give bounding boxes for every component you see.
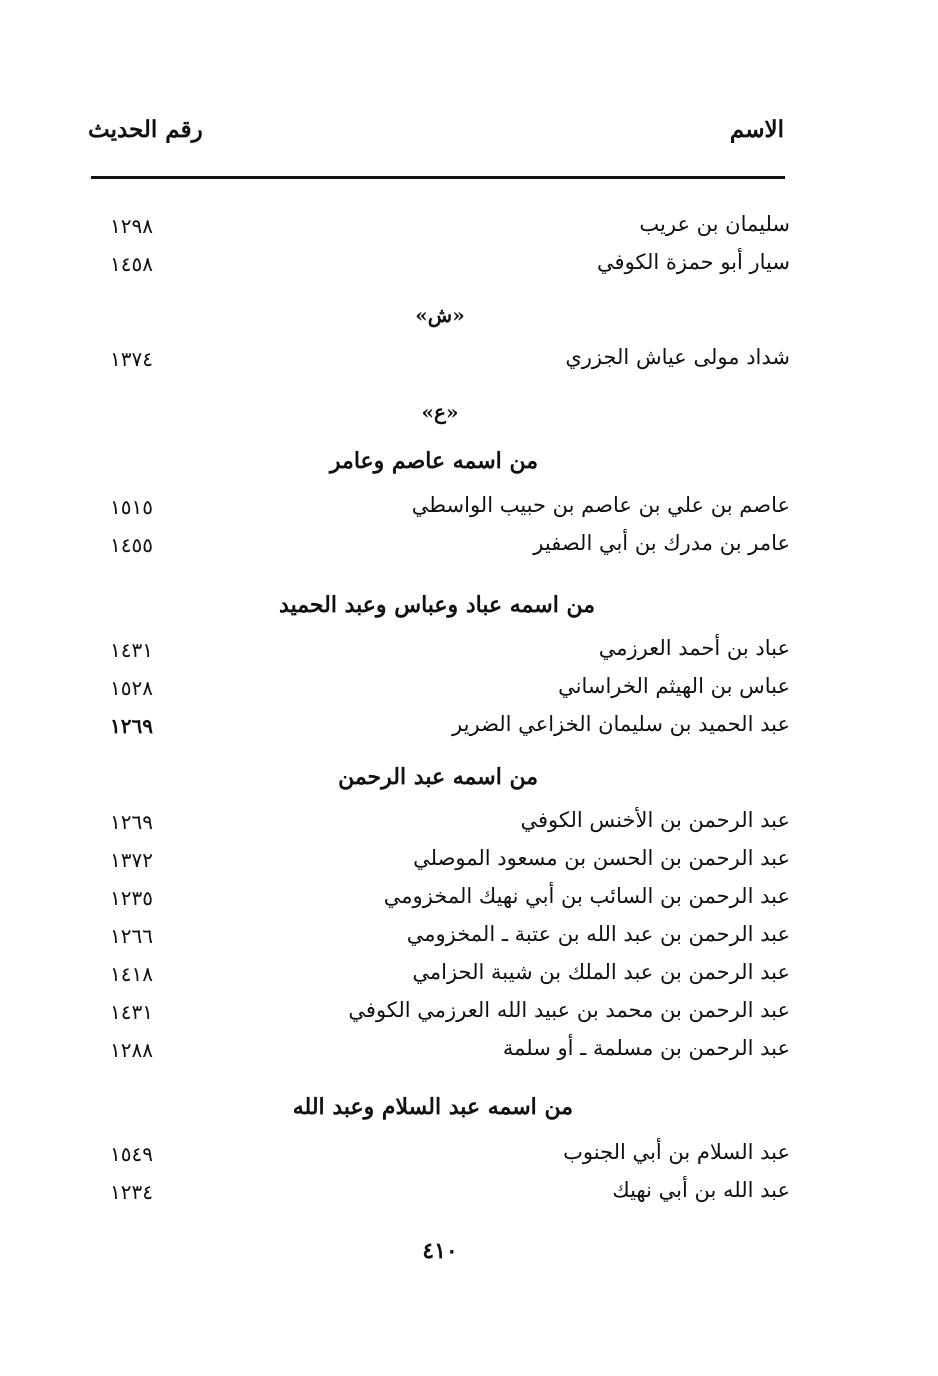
hadith-number: ١٥٢٨ [110, 676, 153, 700]
header-rule [91, 176, 785, 179]
narrator-name: عامر بن مدرك بن أبي الصفير [533, 531, 790, 555]
narrator-name: عبد الرحمن بن الحسن بن مسعود الموصلي [413, 846, 790, 870]
narrator-name: عباد بن أحمد العرزمي [598, 636, 790, 660]
hadith-number-column-header: رقم الحديث [88, 116, 203, 143]
narrator-name: سيار أبو حمزة الكوفي [597, 250, 790, 274]
narrator-name: عاصم بن علي بن عاصم بن حبيب الواسطي [411, 493, 790, 517]
index-row [0, 712, 938, 748]
narrator-name: عبد الرحمن بن عبد الله بن عتبة ـ المخزومي [406, 922, 790, 946]
name-column-header: الاسم [729, 116, 784, 143]
narrator-name: عبد الحميد بن سليمان الخزاعي الضرير [452, 712, 790, 736]
hadith-number: ١٤٥٥ [110, 533, 153, 557]
section-heading: من اسمه عباد وعباس وعبد الحميد [279, 592, 595, 618]
index-row [0, 922, 938, 958]
hadith-number: ١٤٥٨ [110, 252, 153, 276]
hadith-number: ١٢٨٨ [110, 1038, 153, 1062]
hadith-number: ١٣٧٤ [110, 347, 153, 371]
hadith-number: ١٤٣١ [110, 1000, 153, 1024]
hadith-number: ١٤١٨ [110, 962, 153, 986]
hadith-number: ١٥٤٩ [110, 1142, 153, 1166]
narrator-name: شداد مولى عياش الجزري [565, 345, 790, 369]
index-row [0, 1178, 938, 1214]
hadith-number: ١٤٣١ [110, 638, 153, 662]
hadith-number: ١٢٦٩ [110, 810, 153, 834]
section-heading: من اسمه عبد الرحمن [338, 764, 538, 790]
index-row [0, 846, 938, 882]
narrator-name: عبد الرحمن بن السائب بن أبي نهيك المخزومي [383, 884, 790, 908]
hadith-number: ١٢٦٩ [110, 714, 153, 738]
index-row [0, 1140, 938, 1176]
index-row [0, 808, 938, 844]
index-row [0, 636, 938, 672]
hadith-number: ١٢٦٦ [110, 924, 153, 948]
page-number: ٤١٠ [422, 1238, 458, 1264]
index-row [0, 531, 938, 567]
index-row [0, 998, 938, 1034]
narrator-name: عبد الله بن أبي نهيك [612, 1178, 790, 1202]
index-row [0, 1036, 938, 1072]
index-row [0, 250, 938, 286]
letter-heading: «ع» [421, 400, 459, 424]
hadith-number: ١٥١٥ [110, 495, 153, 519]
index-row [0, 960, 938, 996]
index-row [0, 212, 938, 248]
hadith-number: ١٢٣٤ [110, 1180, 153, 1204]
narrator-name: عبد الرحمن بن محمد بن عبيد الله العرزمي الكوفي [348, 998, 790, 1022]
index-row [0, 884, 938, 920]
hadith-number: ١٢٣٥ [110, 886, 153, 910]
section-heading: من اسمه عاصم وعامر [329, 448, 538, 474]
narrator-name: عباس بن الهيثم الخراساني [558, 674, 790, 698]
hadith-number: ١٢٩٨ [110, 214, 153, 238]
index-row [0, 674, 938, 710]
letter-heading: «ش» [415, 303, 465, 327]
narrator-name: عبد الرحمن بن عبد الملك بن شيبة الحزامي [412, 960, 790, 984]
index-row [0, 493, 938, 529]
index-row [0, 345, 938, 381]
narrator-name: عبد الرحمن بن الأخنس الكوفي [520, 808, 790, 832]
narrator-name: عبد الرحمن بن مسلمة ـ أو سلمة [502, 1036, 790, 1060]
narrator-name: عبد السلام بن أبي الجنوب [563, 1140, 790, 1164]
narrator-name: سليمان بن عريب [639, 212, 790, 236]
section-heading: من اسمه عبد السلام وعبد الله [292, 1094, 573, 1120]
hadith-number: ١٣٧٢ [110, 848, 153, 872]
